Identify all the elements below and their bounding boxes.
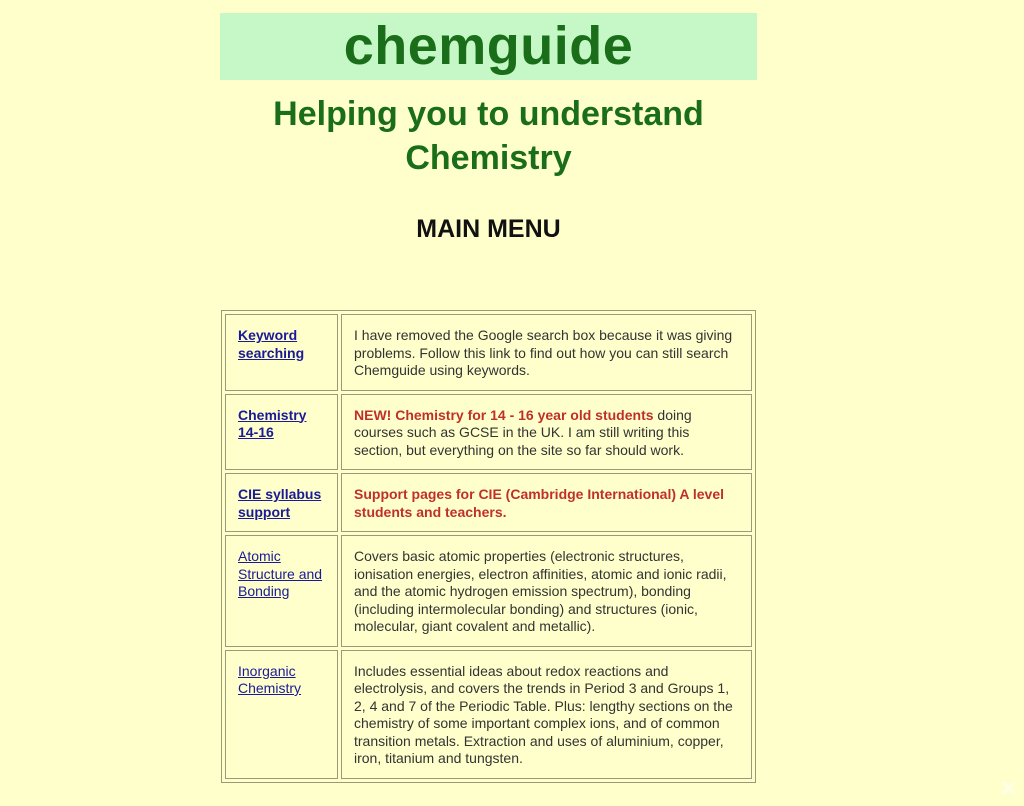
main-menu-heading: MAIN MENU <box>416 215 561 243</box>
menu-description-cell <box>341 314 752 391</box>
menu-link-cell <box>225 394 338 471</box>
menu-highlight: NEW! Chemistry for 14 - 16 year old students <box>354 406 654 423</box>
watermark <box>1000 776 1018 802</box>
menu-highlight: Support pages for CIE (Cambridge International) A level students and teachers. <box>354 486 725 520</box>
menu-link-cell <box>225 473 338 532</box>
menu-link-cell <box>225 314 338 391</box>
menu-description: doing courses such as GCSE in the UK. I am still writing this section, but everything on the site so far should work. <box>354 406 692 458</box>
menu-description-cell <box>341 535 752 647</box>
menu-description: Includes essential ideas about redox reactions and electrolysis, and covers the trends in Period 3 and Groups 1, 2, 4 and 7 of the Periodic Table. Plus: lengthy sections on the chemistry of some important complex ions, and of common transition metals. Extraction and uses of aluminium, copper, iron, titanium and tungsten. <box>354 662 733 766</box>
table-row <box>225 473 752 532</box>
table-row <box>225 650 752 779</box>
subtitle-line-2: Chemistry <box>405 139 572 177</box>
inorganic-chemistry-link[interactable]: Inorganic Chemistry <box>238 662 302 696</box>
menu-description: Covers basic atomic properties (electronic structures, ionisation energies, electron affinities, atomic and ionic radii, and the atomic hydrogen emission spectrum), bonding (including intermolecular bonding) and structures (ionic, molecular, giant covalent and metallic). <box>354 548 727 634</box>
menu-description: I have removed the Google search box because it was giving problems. Follow this link to find out how you can still search Chemguide using keywords. <box>354 327 733 378</box>
watermark-logo-icon: ✕ <box>999 776 1018 801</box>
atomic-structure-bonding-link[interactable]: Atomic Structure and Bonding <box>238 548 323 599</box>
menu-description-cell <box>341 650 752 779</box>
site-title: chemguide <box>343 16 634 76</box>
chemistry-14-16-link[interactable]: Chemistry 14-16 <box>238 406 307 440</box>
menu-link-cell <box>225 650 338 779</box>
site-subtitle <box>220 92 757 180</box>
cie-syllabus-support-link[interactable]: CIE syllabus support <box>238 486 322 520</box>
menu-description-cell <box>341 473 752 532</box>
site-banner <box>220 13 757 80</box>
table-row <box>225 394 752 471</box>
table-row <box>225 314 752 391</box>
keyword-searching-link[interactable]: Keyword searching <box>238 327 305 361</box>
menu-link-cell <box>225 535 338 647</box>
table-row <box>225 535 752 647</box>
main-menu-table <box>221 310 756 783</box>
menu-description-cell <box>341 394 752 471</box>
subtitle-line-1: Helping you to understand <box>273 95 704 133</box>
